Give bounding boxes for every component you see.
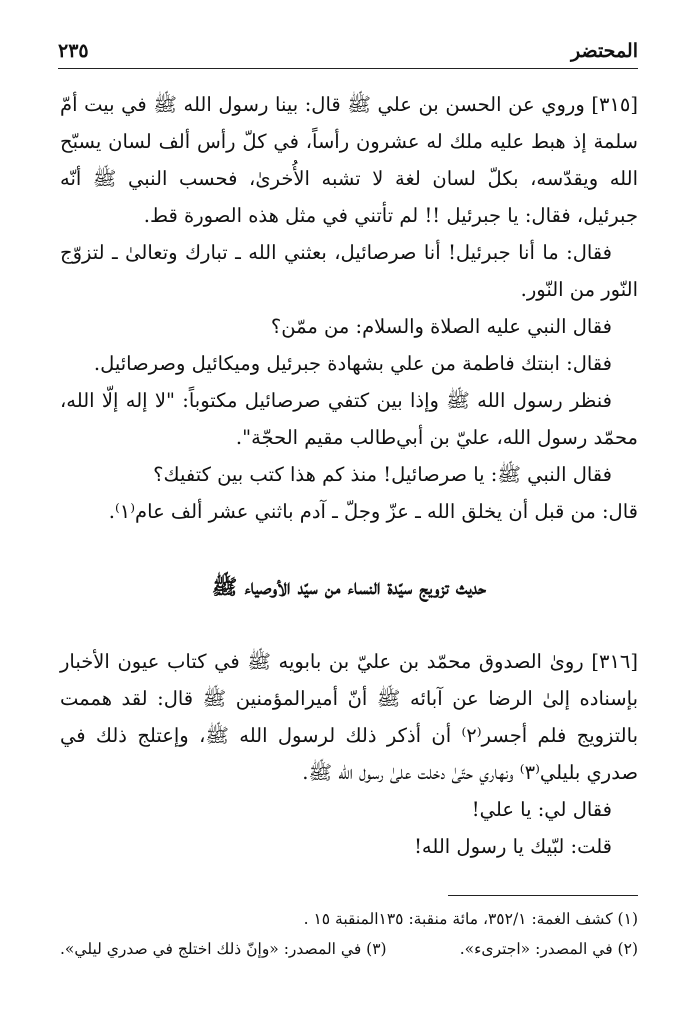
paragraph: فقال النبي ﷺ: يا صرصائيل! منذ كم هذا كتب بين كتفيك؟ xyxy=(153,463,612,486)
paragraph: فقال النبي عليه الصلاة والسلام: من ممّن؟ xyxy=(270,315,612,338)
footnotes xyxy=(60,904,638,964)
section-heading: حديث تزويج سيّدة النساء من سيّد الأوصياء ﷺ xyxy=(211,574,487,599)
paragraph: فقال: ابنتك فاطمة من علي بشهادة جبرئيل وميكائيل وصرصائيل. xyxy=(93,352,612,375)
paragraph: قال: من قبل أن يخلق الله ـ عزّ وجلّ ـ آدم باثني عشر ألف عام⁽١⁾. xyxy=(108,500,638,523)
running-header xyxy=(58,38,638,69)
paragraph: فقال: ما أنا جبرئيل! أنا صرصائيل، بعثني الله ـ تبارك وتعالىٰ ـ لتزوّج النّور من النّور. xyxy=(60,241,638,301)
paragraph-315 xyxy=(60,86,638,234)
main-text xyxy=(60,86,638,865)
page-number: ٢٣٥ xyxy=(58,40,89,62)
paragraph: فقال لي: يا علي! xyxy=(471,798,612,821)
hadith-number-316: [٣١٦] xyxy=(591,650,638,673)
footnote-divider xyxy=(448,895,638,896)
paragraph: قلت: لبّيك يا رسول الله! xyxy=(414,835,612,858)
paragraph-315-text: وروي عن الحسن بن علي ﷺ قال: بينا رسول الله ﷺ في بيت أمّ سلمة إذ هبط عليه ملك له عشرون رأساً، في كلّ رأس ألف لسان يسبّح الله ويقدّسه، بكلّ لسان لغة لا تشبه الأُخرىٰ، فحسب النبي ﷺ أنّه جبرئيل، فقال: يا جبرئيل !! لم تأتني في مثل هذه الصورة قط. xyxy=(60,93,638,227)
footnote-1: (١) كشف الغمة: ٣٥٢/١، مائة منقبة: ١٣٥المنقبة ١٥ . xyxy=(303,910,638,928)
footnote-3: (٣) في المصدر: «وإنّ ذلك اختلج في صدري ليلي». xyxy=(60,940,387,958)
paragraph: فنظر رسول الله ﷺ وإذا بين كتفي صرصائيل مكتوباً: "لا إله إلّا الله، محمّد رسول الله، عليّ بن أبي‌طالب مقيم الحجّة". xyxy=(60,389,638,449)
chapter-title: المحتضر xyxy=(570,40,638,62)
paragraph-316-text: روىٰ الصدوق محمّد بن عليّ بن بابويه ﷺ في كتاب عيون الأخبار بإسناده إلىٰ الرضا عن آبائه ﷺ أنّ أميرالمؤمنين ﷺ قال: لقد هممت بالتزويج فلم أجسر⁽٢⁾ أن أذكر ذلك لرسول الله ﷺ، وإعتلج ذلك في صدري بليلي⁽٣⁾ ونهاري حتّىٰ دخلت علىٰ رسول الله ﷺ. xyxy=(60,650,638,784)
paragraph-316 xyxy=(60,643,638,791)
footnote-2: (٢) في المصدر: «اجترىء». xyxy=(459,940,638,958)
footnote-row xyxy=(60,934,638,964)
hadith-number-315: [٣١٥] xyxy=(591,93,638,116)
